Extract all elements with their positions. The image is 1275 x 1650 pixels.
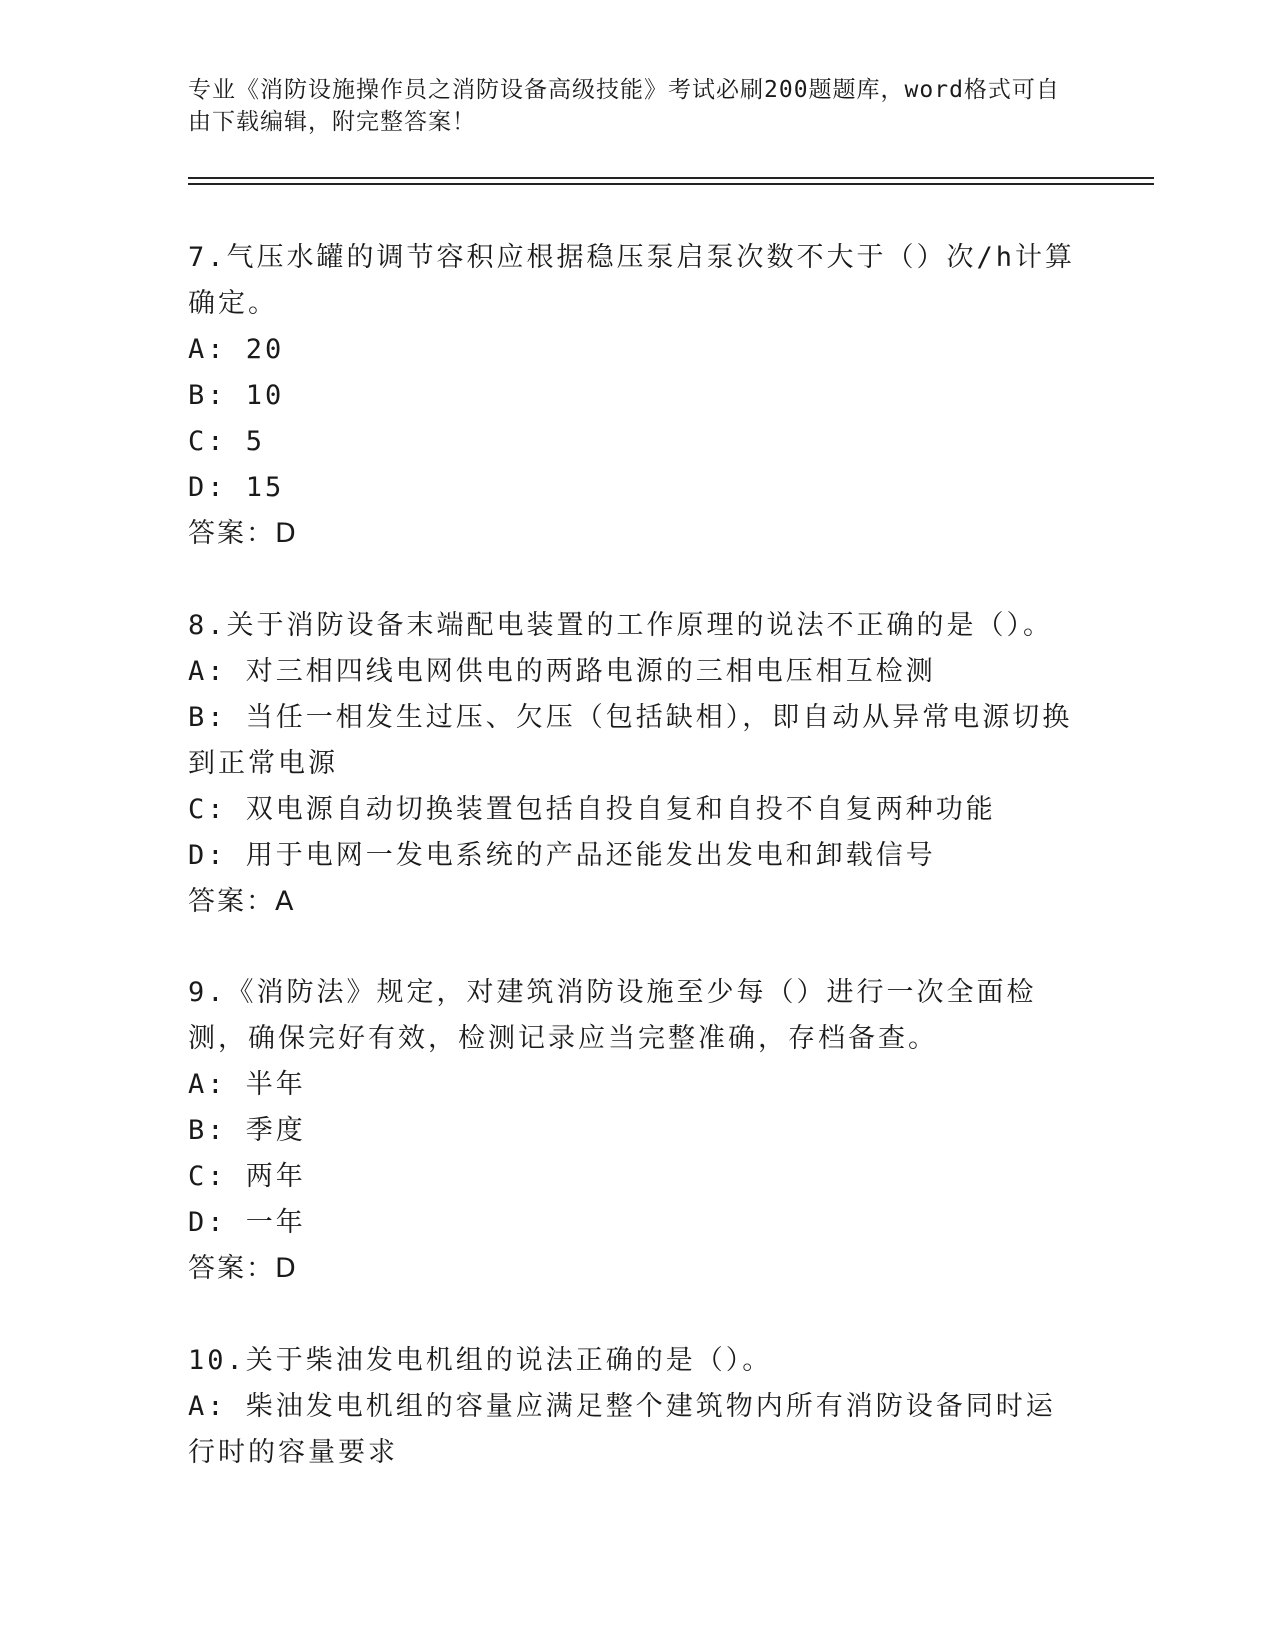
option-c: C: 双电源自动切换装置包括自投自复和自投不自复两种功能 <box>188 794 996 825</box>
option-a: A: 半年 <box>188 1069 306 1100</box>
question-stem: 10.关于柴油发电机组的说法正确的是（）。 <box>188 1345 773 1376</box>
option-d: D: 用于电网一发电系统的产品还能发出发电和卸载信号 <box>188 840 936 871</box>
question-9 <box>188 970 1078 1292</box>
question-7 <box>188 235 1078 557</box>
question-stem: 9.《消防法》规定，对建筑消防设施至少每（）进行一次全面检测，确保完好有效，检测记录应当完整准确，存档备查。 <box>188 977 1037 1054</box>
option-a: A: 对三相四线电网供电的两路电源的三相电压相互检测 <box>188 656 936 687</box>
question-10 <box>188 1338 1078 1476</box>
answer: 答案：A <box>188 886 296 917</box>
option-d: D: 15 <box>188 472 285 503</box>
answer: 答案：D <box>188 1253 298 1284</box>
header-divider-bottom <box>188 183 1154 185</box>
option-d: D: 一年 <box>188 1207 306 1238</box>
option-b: B: 季度 <box>188 1115 306 1146</box>
option-a: A: 柴油发电机组的容量应满足整个建筑物内所有消防设备同时运行时的容量要求 <box>188 1391 1056 1468</box>
document-header: 专业《消防设施操作员之消防设备高级技能》考试必刷200题题库，word格式可自由下载编辑，附完整答案！ <box>188 77 1060 135</box>
option-a: A: 20 <box>188 334 285 365</box>
question-stem: 8.关于消防设备末端配电装置的工作原理的说法不正确的是（）。 <box>188 610 1054 641</box>
option-b: B: 10 <box>188 380 285 411</box>
question-8 <box>188 603 1078 925</box>
option-b: B: 当任一相发生过压、欠压（包括缺相），即自动从异常电源切换到正常电源 <box>188 702 1073 779</box>
option-c: C: 两年 <box>188 1161 306 1192</box>
question-stem: 7.气压水罐的调节容积应根据稳压泵启泵次数不大于（）次/h计算确定。 <box>188 242 1076 319</box>
header-divider-top <box>188 177 1154 179</box>
option-c: C: 5 <box>188 426 266 457</box>
answer: 答案：D <box>188 518 298 549</box>
